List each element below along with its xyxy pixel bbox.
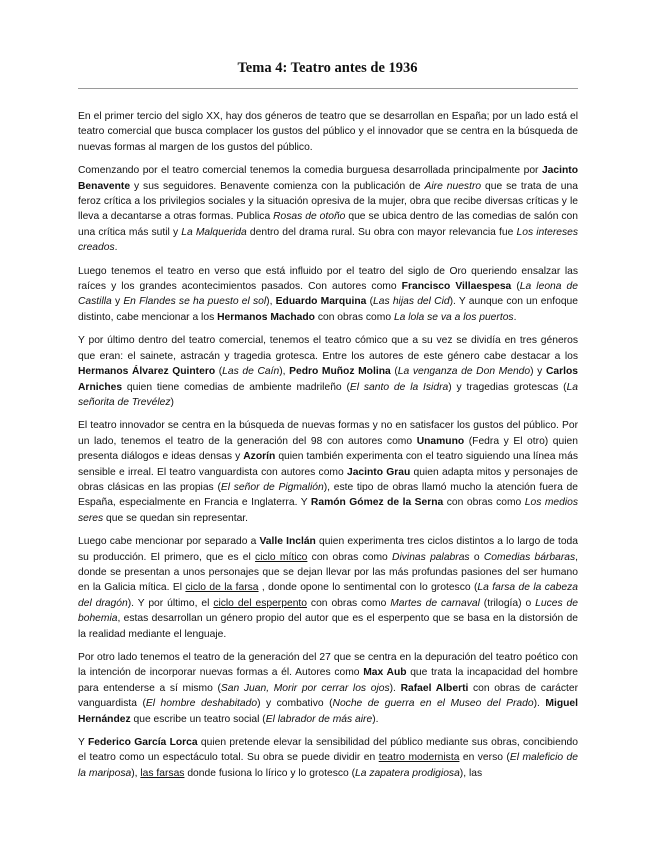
text-run: ) y combativo (: [257, 698, 333, 710]
italic-text: Las hijas del Cid: [373, 296, 450, 308]
bold-text: Rafael Alberti: [400, 682, 469, 694]
text-run: que se ubica dentro de las comedias de salón con una crítica más sutil y: [78, 211, 578, 238]
italic-text: El hombre deshabitado: [145, 698, 258, 710]
text-run: que escribe un teatro social (: [130, 713, 266, 725]
italic-text: Comedias bárbaras: [483, 551, 576, 563]
text-run: con obras como: [307, 551, 393, 563]
paragraph: [78, 735, 578, 781]
bold-text: Max Aub: [363, 667, 407, 679]
italic-text: El señor de Pigmalión: [220, 481, 324, 493]
italic-text: La señorita de Trevélez: [78, 381, 579, 408]
text-run: , donde se presentan a unos personajes que se dejan llevar por las más profundas pasiones del ser humano en la Galicia mítica. El: [78, 551, 579, 594]
text-run: o: [469, 551, 484, 563]
italic-text: Rosas de otoño: [273, 211, 346, 223]
text-run: ): [170, 396, 174, 408]
bold-text: Pedro Muñoz Molina: [289, 366, 391, 378]
text-run: que trata la incapacidad del hombre para entenderse a sí mismo (: [78, 667, 578, 694]
text-run: ),: [266, 296, 276, 308]
text-run: ). Y aunque con un enfoque distinto, cabe mencionar a los: [78, 296, 579, 323]
underlined-text: las farsas: [140, 767, 185, 779]
italic-text: La Malquerida: [181, 226, 247, 238]
bold-text: Valle Inclán: [259, 536, 316, 548]
bold-text: Francisco Villaespesa: [401, 281, 512, 293]
bold-text: Federico García Lorca: [88, 737, 198, 749]
italic-text: Martes de carnaval: [390, 597, 480, 609]
italic-text: Las de Caín: [222, 366, 280, 378]
italic-text: Divinas palabras: [392, 551, 470, 563]
paragraph: [78, 264, 578, 326]
text-run: ). Y por último, el: [127, 597, 214, 609]
text-run: Luego tenemos el teatro en verso que está influido por el teatro del siglo de Oro queriendo ensalzar las raíces y los grandes acontecimientos pasados. Con autores como: [78, 265, 578, 293]
italic-text: Los medios seres: [78, 497, 579, 524]
title-divider: [78, 88, 578, 89]
italic-text: La zapatera prodigiosa: [355, 767, 460, 779]
paragraph: [78, 418, 578, 526]
text-run: ).: [389, 682, 401, 694]
text-run: ) y: [530, 366, 546, 378]
bold-text: Azorín: [243, 451, 276, 463]
text-run: quien experimenta tres ciclos distintos a lo largo de toda su producción. El primero, que es el: [78, 536, 579, 563]
text-run: (: [390, 366, 398, 378]
text-run: Comenzando por el teatro comercial tenemos la comedia burguesa desarrollada principalmente por: [78, 165, 542, 177]
text-run: dentro del drama rural. Su obra con mayor relevancia fue: [246, 226, 517, 238]
bold-text: Unamuno: [416, 435, 465, 447]
text-run: Por otro lado tenemos el teatro de la generación del 27 que se centra en la depuración del teatro poético con la intención de incorporar nuevas formas a él. Autores como: [78, 652, 578, 679]
text-run: ),: [131, 767, 141, 779]
underlined-text: ciclo mítico: [255, 551, 308, 563]
text-run: quien adapta mitos y personajes de obras clásicas en las propias (: [78, 466, 578, 493]
text-run: .: [513, 311, 517, 323]
text-run: quien pretende elevar la sensibilidad del público mediante sus obras, concibiendo el teatro como un espectáculo total. Su obra se puede dividir en: [78, 737, 578, 764]
italic-text: San Juan, Morir por cerrar los ojos: [220, 682, 390, 694]
text-run: y sus seguidores. Benavente comienza con la publicación de: [130, 180, 425, 192]
text-run: Luego cabe mencionar por separado a: [78, 536, 260, 548]
text-run: ), este tipo de obras llamó mucho la atención fuera de España, especialmente en Francia e Inglaterra. Y: [78, 481, 578, 509]
bold-text: Hermanos Machado: [217, 311, 315, 323]
text-run: con obras como: [314, 311, 394, 323]
text-run: donde fusiona lo lírico y lo grotesco (: [184, 767, 356, 779]
text-run: En el primer tercio del siglo XX, hay dos géneros de teatro que se desarrollan en España; por un lado está el teatro comercial que busca complacer los gustos del público y el innovador que se centra en la búsqueda de nuevas formas al margen de los gustos del público.: [78, 111, 578, 153]
page-title: Tema 4: Teatro antes de 1936: [237, 60, 418, 76]
bold-text: Jacinto Benavente: [78, 165, 578, 192]
text-run: que se quedan sin representar.: [103, 512, 249, 524]
text-run: Y: [78, 737, 88, 749]
text-run: en verso (: [459, 752, 510, 764]
italic-text: Los intereses creados: [78, 226, 579, 254]
text-run: quien también experimenta con el teatro siguiendo una línea más sensible e irreal. El teatro vanguardista con autores como: [78, 451, 578, 478]
text-run: , estas desarrollan un género propio del autor que es el esperpento que se basa en la distorsión de la realidad mediante el lenguaje.: [78, 613, 578, 640]
bold-text: Ramón Gómez de la Serna: [310, 497, 444, 509]
bold-text: Carlos Arniches: [78, 366, 578, 393]
text-run: (: [366, 296, 374, 308]
text-run: ).: [372, 713, 379, 725]
text-run: (Fedra y El otro) quien presenta diálogos e ideas densas y: [78, 435, 578, 463]
underlined-text: teatro modernista: [378, 752, 460, 764]
text-run: (trilogía) o: [479, 597, 536, 609]
bold-text: Hermanos Álvarez Quintero: [78, 366, 216, 378]
underlined-text: ciclo del esperpento: [213, 597, 308, 609]
bold-text: Miguel Hernández: [78, 698, 578, 725]
paragraph: [78, 163, 578, 255]
italic-text: La venganza de Don Mendo: [397, 366, 531, 378]
text-run: con obras como: [443, 497, 525, 509]
document-body: [78, 109, 578, 789]
underlined-text: ciclo de la farsa: [185, 582, 259, 594]
text-run: .: [114, 242, 118, 254]
text-run: ), las: [459, 767, 483, 779]
italic-text: El labrador de más aire: [265, 713, 373, 725]
text-run: ) y tragedias grotescas (: [448, 381, 567, 393]
text-run: (: [215, 366, 223, 378]
text-run: El teatro innovador se centra en la búsqueda de nuevas formas y no en satisfacer los gustos del público. Por un lado, tenemos el teatro de la generación del 98 con autores como: [78, 420, 578, 447]
text-run: , donde opone lo sentimental con lo grotesco (: [258, 582, 478, 594]
text-run: que se trata de una feroz crítica a los privilegios sociales y la situación opresiva de la mujer, obra que recibe diversas críticas y le lleva a decantarse a otras formas. Publica: [78, 180, 578, 223]
text-run: con obras de carácter vanguardista (: [78, 682, 579, 710]
bold-text: Jacinto Grau: [346, 466, 411, 478]
italic-text: El maleficio de la mariposa: [78, 752, 578, 779]
italic-text: La leona de Castilla: [78, 281, 579, 308]
text-run: (: [511, 281, 520, 293]
paragraph: [78, 109, 578, 155]
paragraph: [78, 534, 578, 642]
italic-text: La farsa de la cabeza del dragón: [78, 582, 578, 609]
text-run: ),: [279, 366, 290, 378]
text-run: y: [111, 296, 124, 308]
italic-text: El santo de la Isidra: [349, 381, 449, 393]
italic-text: La lola se va a los puertos: [393, 311, 514, 323]
italic-text: Aire nuestro: [424, 180, 482, 192]
bold-text: Eduardo Marquina: [275, 296, 367, 308]
paragraph: [78, 333, 578, 410]
italic-text: Noche de guerra en el Museo del Prado: [332, 698, 534, 710]
text-run: con obras como: [307, 597, 391, 609]
italic-text: Luces de bohemia: [78, 597, 578, 625]
text-run: Y por último dentro del teatro comercial, tenemos el teatro cómico que a su vez se dividía en tres géneros que eran: el sainete, astracán y tragedia grotesca. Entre los autores de este género cabe destacar a los: [78, 335, 578, 362]
text-run: quien tiene comedias de ambiente madrileño (: [122, 381, 350, 393]
text-run: ).: [533, 698, 546, 710]
paragraph: [78, 650, 578, 727]
italic-text: En Flandes se ha puesto el sol: [123, 296, 267, 308]
